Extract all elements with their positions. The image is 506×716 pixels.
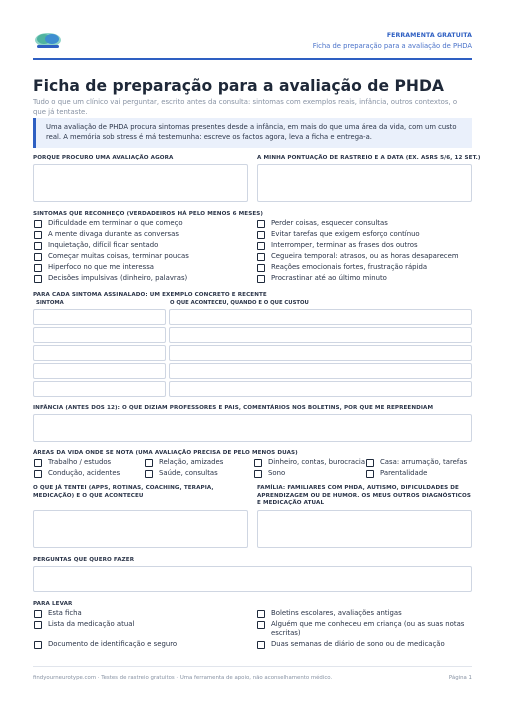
checkbox-icon — [257, 242, 265, 250]
page-number: Página 1 — [448, 675, 472, 681]
area-checkbox[interactable]: Saúde, consultas — [145, 469, 218, 478]
symptom-checkbox[interactable]: Hiperfoco no que me interessa — [34, 263, 154, 272]
score-label: A MINHA PONTUAÇÃO DE RASTREIO E A DATA (EX. ASRS 5/6, 12 SET.) — [257, 155, 481, 161]
checkbox-icon — [34, 641, 42, 649]
example-symptom-cell[interactable] — [33, 309, 166, 325]
checkbox-icon — [34, 470, 42, 478]
checkbox-icon — [34, 275, 42, 283]
family-label: FAMÍLIA: FAMILIARES COM PHDA, AUTISMO, DIFICULDADES DE APRENDIZAGEM OU DE HUMOR. OS MEUS OUTROS DIAGNÓSTICOS E MEDICAÇÃO ATUAL — [257, 485, 471, 507]
example-symptom-cell[interactable] — [33, 381, 166, 397]
checkbox-icon — [34, 253, 42, 261]
header-divider — [33, 58, 472, 60]
symptom-checkbox[interactable]: Dificuldade em terminar o que começo — [34, 219, 183, 228]
example-symptom-cell[interactable] — [33, 327, 166, 343]
footer-text: findyourneurotype.com · Testes de rastreio gratuitos · Uma ferramenta de apoio, não aconselhamento médico. — [33, 675, 333, 681]
symptom-checkbox[interactable]: Inquietação, difícil ficar sentado — [34, 241, 158, 250]
example-event-cell[interactable] — [169, 309, 472, 325]
example-event-cell[interactable] — [169, 363, 472, 379]
checkbox-icon — [257, 264, 265, 272]
checkbox-icon — [254, 459, 262, 467]
bring-checkbox[interactable]: Boletins escolares, avaliações antigas — [257, 609, 402, 618]
col-symptom-header: SINTOMA — [36, 300, 64, 306]
bring-checkbox[interactable]: Duas semanas de diário de sono ou de medicação — [257, 640, 445, 649]
family-field[interactable] — [257, 510, 472, 548]
checkbox-icon — [257, 621, 265, 629]
info-callout: Uma avaliação de PHDA procura sintomas presentes desde a infância, em mais do que uma área da vida, com um custo real. A memória sob stress é má testemunha: escreve os factos agora, leva a ficha e entrega-a. — [33, 118, 472, 148]
symptom-checkbox[interactable]: A mente divaga durante as conversas — [34, 230, 179, 239]
areas-label: ÁREAS DA VIDA ONDE SE NOTA (UMA AVALIAÇÃO PRECISA DE PELO MENOS DUAS) — [33, 450, 298, 456]
brand-logo-icon — [33, 30, 63, 50]
example-event-cell[interactable] — [169, 345, 472, 361]
symptom-checkbox[interactable]: Começar muitas coisas, terminar poucas — [34, 252, 189, 261]
symptom-checkbox[interactable]: Evitar tarefas que exigem esforço contínuo — [257, 230, 420, 239]
bring-checkbox[interactable]: Esta ficha — [34, 609, 82, 618]
checkbox-icon — [34, 459, 42, 467]
bring-label: PARA LEVAR — [33, 601, 73, 607]
page-title: Ficha de preparação para a avaliação de PHDA — [33, 77, 444, 95]
col-event-header: O QUE ACONTECEU, QUANDO E O QUE CUSTOU — [170, 300, 309, 306]
example-symptom-cell[interactable] — [33, 345, 166, 361]
area-checkbox[interactable]: Trabalho / estudos — [34, 458, 111, 467]
symptoms-label: SINTOMAS QUE RECONHEÇO (VERDADEIROS HÁ PELO MENOS 6 MESES) — [33, 211, 264, 217]
footer-divider — [33, 666, 472, 667]
why-field[interactable] — [33, 164, 248, 202]
checkbox-icon — [257, 641, 265, 649]
checkbox-icon — [145, 459, 153, 467]
why-label: PORQUE PROCURO UMA AVALIAÇÃO AGORA — [33, 155, 174, 161]
area-checkbox[interactable]: Parentalidade — [366, 469, 427, 478]
area-checkbox[interactable]: Sono — [254, 469, 285, 478]
symptom-checkbox[interactable]: Cegueira temporal: atrasos, ou as horas desaparecem — [257, 252, 459, 261]
score-field[interactable] — [257, 164, 472, 202]
example-symptom-cell[interactable] — [33, 363, 166, 379]
bring-checkbox[interactable]: Lista da medicação atual — [34, 620, 134, 629]
questions-field[interactable] — [33, 566, 472, 592]
checkbox-icon — [34, 231, 42, 239]
bring-checkbox[interactable]: Documento de identificação e seguro — [34, 640, 177, 649]
checkbox-icon — [34, 621, 42, 629]
checkbox-icon — [366, 459, 374, 467]
area-checkbox[interactable]: Dinheiro, contas, burocracia — [254, 458, 365, 467]
symptom-checkbox[interactable]: Decisões impulsivas (dinheiro, palavras) — [34, 274, 187, 283]
header-subtitle: Ficha de preparação para a avaliação de PHDA — [312, 42, 472, 50]
childhood-label: INFÂNCIA (ANTES DOS 12): O QUE DIZIAM PROFESSORES E PAIS, COMENTÁRIOS NOS BOLETINS, POR QUE ME REPREENDIAM — [33, 405, 434, 411]
checkbox-icon — [257, 610, 265, 618]
checkbox-icon — [257, 275, 265, 283]
checkbox-icon — [34, 264, 42, 272]
checkbox-icon — [34, 610, 42, 618]
symptom-checkbox[interactable]: Interromper, terminar as frases dos outros — [257, 241, 418, 250]
symptom-checkbox[interactable]: Procrastinar até ao último minuto — [257, 274, 387, 283]
area-checkbox[interactable]: Condução, acidentes — [34, 469, 120, 478]
tried-field[interactable] — [33, 510, 248, 548]
area-checkbox[interactable]: Relação, amizades — [145, 458, 223, 467]
tried-label: O QUE JÁ TENTEI (APPS, ROTINAS, COACHING, TERAPIA, MEDICAÇÃO) E O QUE ACONTECEU — [33, 485, 214, 499]
bring-checkbox[interactable]: Alguém que me conheceu em criança (ou as suas notas escritas) — [257, 620, 467, 637]
checkbox-icon — [254, 470, 262, 478]
childhood-field[interactable] — [33, 414, 472, 442]
checkbox-icon — [34, 220, 42, 228]
checkbox-icon — [34, 242, 42, 250]
page-intro: Tudo o que um clínico vai perguntar, escrito antes da consulta: sintomas com exemplos reais, infância, outros contextos, o que já tentaste. — [33, 98, 458, 116]
examples-label: PARA CADA SINTOMA ASSINALADO: UM EXEMPLO CONCRETO E RECENTE — [33, 292, 267, 298]
checkbox-icon — [257, 231, 265, 239]
brand-label: FERRAMENTA GRATUITA — [386, 32, 472, 39]
example-event-cell[interactable] — [169, 327, 472, 343]
symptom-checkbox[interactable]: Reações emocionais fortes, frustração rápida — [257, 263, 427, 272]
checkbox-icon — [145, 470, 153, 478]
symptom-checkbox[interactable]: Perder coisas, esquecer consultas — [257, 219, 388, 228]
area-checkbox[interactable]: Casa: arrumação, tarefas — [366, 458, 467, 467]
checkbox-icon — [257, 220, 265, 228]
checkbox-icon — [366, 470, 374, 478]
header-meta — [313, 32, 472, 50]
checkbox-icon — [257, 253, 265, 261]
questions-label: PERGUNTAS QUE QUERO FAZER — [33, 557, 135, 563]
example-event-cell[interactable] — [169, 381, 472, 397]
